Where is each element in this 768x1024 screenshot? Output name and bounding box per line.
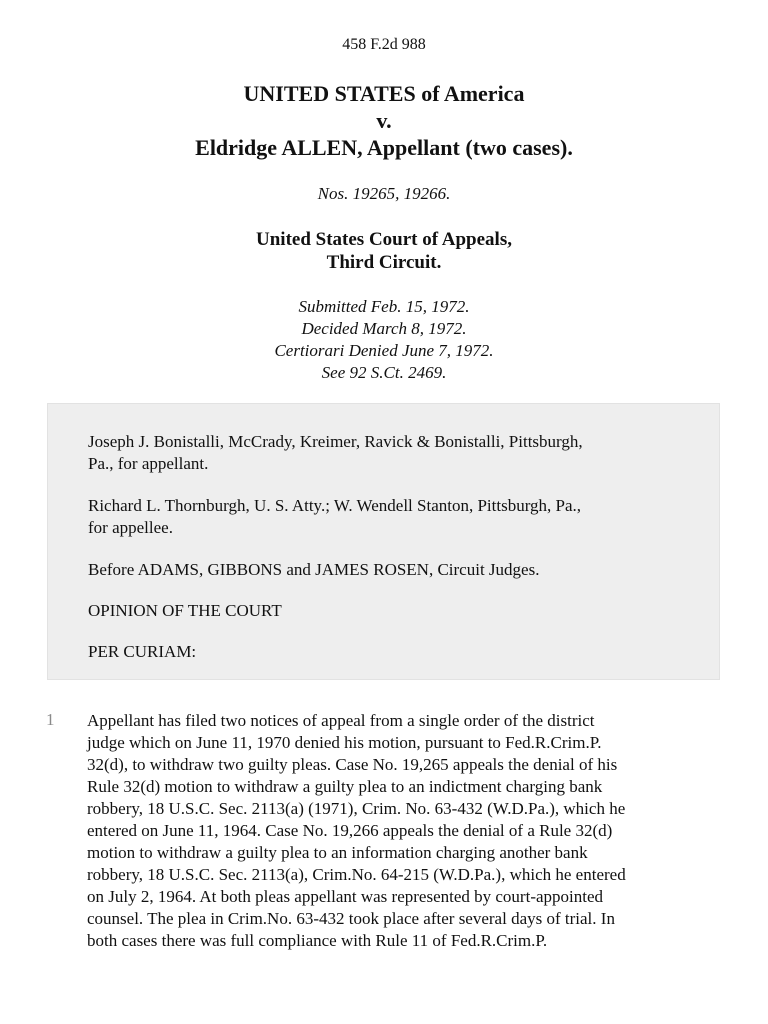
counsel-appellant-line: Pa., for appellant. [88,454,209,473]
title-line-defendant: Eldridge ALLEN, Appellant (two cases). [195,135,573,160]
court-line-1: United States Court of Appeals, [256,229,512,250]
date-certiorari: Certiorari Denied June 7, 1972. [274,341,494,360]
counsel-appellee-line: Richard L. Thornburgh, U. S. Atty.; W. Wendell Stanton, Pittsburgh, Pa., [88,496,582,515]
counsel-appellee-line: for appellee. [88,518,173,537]
paragraph-line: counsel. The plea in Crim.No. 63-432 took place after several days of trial. In [87,909,615,928]
judges-panel: Before ADAMS, GIBBONS and JAMES ROSEN, Circuit Judges. [88,560,540,579]
date-see: See 92 S.Ct. 2469. [321,363,447,382]
title-line-versus: v. [376,108,392,133]
case-numbers: Nos. 19265, 19266. [317,184,451,203]
paragraph-line: judge which on June 11, 1970 denied his motion, pursuant to Fed.R.Crim.P. [87,733,602,752]
paragraph-line: 32(d), to withdraw two guilty pleas. Case No. 19,265 appeals the denial of his [87,755,618,774]
case-dates [0,296,768,384]
date-submitted: Submitted Feb. 15, 1972. [298,297,470,316]
counsel-box [47,403,720,680]
paragraph-line: motion to withdraw a guilty plea to an information charging another bank [87,843,588,862]
paragraph-line: Rule 32(d) motion to withdraw a guilty plea to an indictment charging bank [87,777,603,796]
opinion-heading: OPINION OF THE COURT [88,601,282,620]
counsel-appellant [88,431,688,475]
paragraph-line: entered on June 11, 1964. Case No. 19,266 appeals the denial of a Rule 32(d) [87,821,613,840]
per-curiam-heading: PER CURIAM: [88,642,197,661]
date-decided: Decided March 8, 1972. [301,319,467,338]
paragraph-number: 1 [46,710,55,729]
paragraph-line: Appellant has filed two notices of appeal from a single order of the district [87,711,595,730]
paragraph-line: both cases there was full compliance with Rule 11 of Fed.R.Crim.P. [87,931,548,950]
court-line-2: Third Circuit. [326,252,442,273]
paragraph-text [87,710,737,952]
counsel-appellant-line: Joseph J. Bonistalli, McCrady, Kreimer, Ravick & Bonistalli, Pittsburgh, [88,432,583,451]
title-line-plaintiff: UNITED STATES of America [243,81,525,106]
court-name [0,228,768,274]
paragraph-line: on July 2, 1964. At both pleas appellant was represented by court-appointed [87,887,604,906]
paragraph-line: robbery, 18 U.S.C. Sec. 2113(a), Crim.No. 64-215 (W.D.Pa.), which he entered [87,865,626,884]
case-title [0,80,768,161]
case-citation: 458 F.2d 988 [342,36,426,53]
paragraph-line: robbery, 18 U.S.C. Sec. 2113(a) (1971), Crim. No. 63-432 (W.D.Pa.), which he [87,799,626,818]
counsel-appellee [88,495,688,539]
